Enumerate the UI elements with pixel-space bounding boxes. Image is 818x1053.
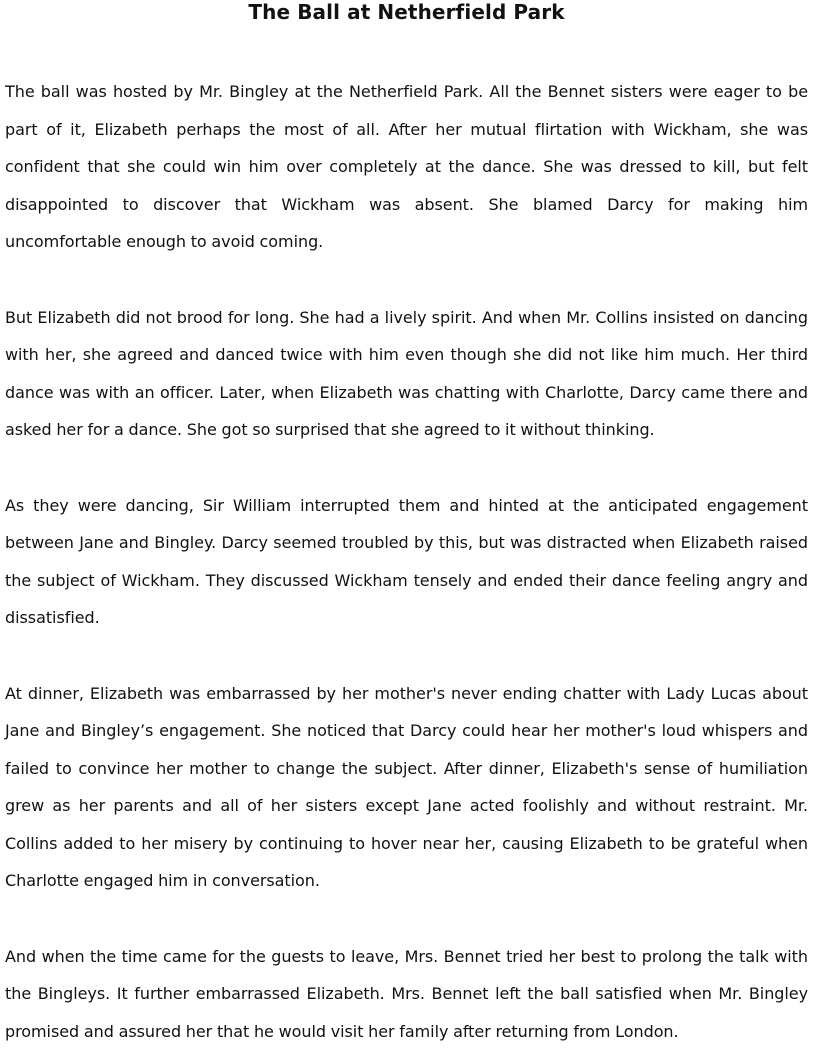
paragraph-1: The ball was hosted by Mr. Bingley at the Netherfield Park. All the Bennet sisters were eager to be part of it, Elizabeth perhaps the most of all. After her mutual flirtation with Wickham, she was confident that she could win him over completely at the dance. She was dressed to kill, but felt disappointed to discover that Wickham was absent. She blamed Darcy for making him uncomfortable enough to avoid coming. xyxy=(5,82,808,251)
paragraph-4: At dinner, Elizabeth was embarrassed by her mother's never ending chatter with Lady Lucas about Jane and Bingley’s engagement. She noticed that Darcy could hear her mother's loud whispers and failed to convince her mother to change the subject. After dinner, Elizabeth's sense of humiliation grew as her parents and all of her sisters except Jane acted foolishly and without restraint. Mr. Collins added to her misery by continuing to hover near her, causing Elizabeth to be grateful when Charlotte engaged him in conversation. xyxy=(5,683,808,890)
paragraph-3: As they were dancing, Sir William interrupted them and hinted at the anticipated engagement between Jane and Bingley. Darcy seemed troubled by this, but was distracted when Elizabeth raised the subject of Wickham. They discussed Wickham tensely and ended their dance feeling angry and dissatisfied. xyxy=(5,495,808,627)
paragraph-5: And when the time came for the guests to leave, Mrs. Bennet tried her best to prolong the talk with the Bingleys. It further embarrassed Elizabeth. Mrs. Bennet left the ball satisfied when Mr. Bingley promised and assured her that he would visit her family after returning from London. xyxy=(5,946,808,1041)
paragraph-2: But Elizabeth did not brood for long. She had a lively spirit. And when Mr. Collins insisted on dancing with her, she agreed and danced twice with him even though she did not like him much. Her third dance was with an officer. Later, when Elizabeth was chatting with Charlotte, Darcy came there and asked her for a dance. She got so surprised that she agreed to it without thinking. xyxy=(5,307,808,439)
document-title: The Ball at Netherfield Park xyxy=(248,0,565,24)
